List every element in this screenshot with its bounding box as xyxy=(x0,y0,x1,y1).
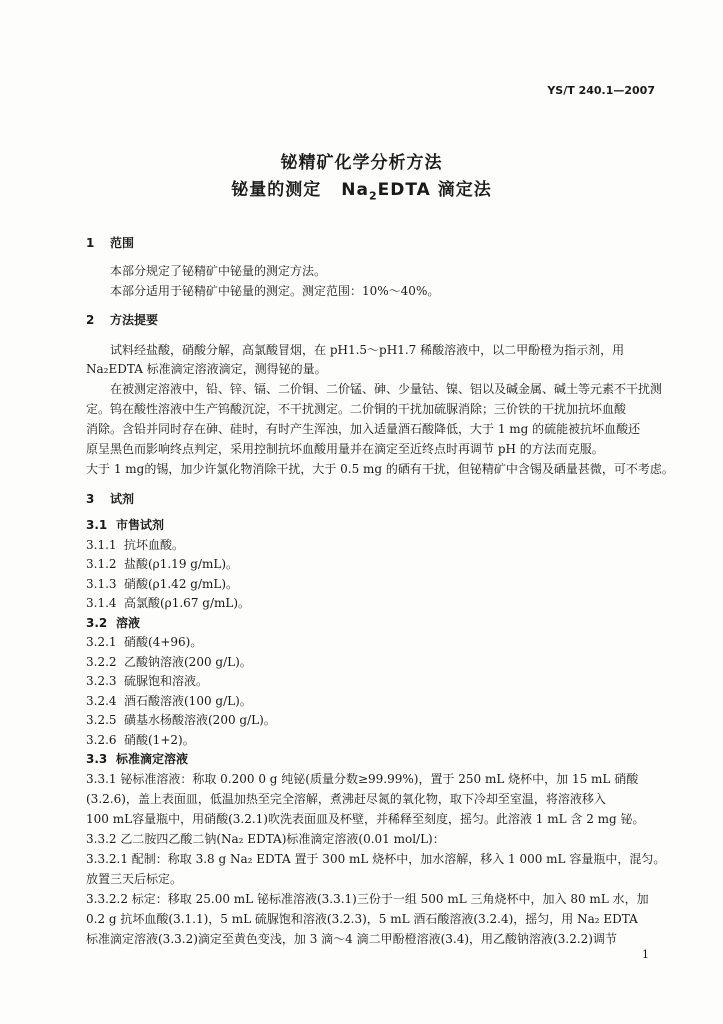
reagent-item xyxy=(86,518,164,533)
reagent-item xyxy=(86,538,184,553)
item-text: 盐酸(ρ1.19 g/mL)。 xyxy=(124,557,239,571)
paragraph: 3.3.2 乙二胺四乙酸二钠(Na₂ EDTA)标准滴定溶液(0.01 mol/L)： xyxy=(86,832,445,846)
item-number: 3.2.1 xyxy=(86,635,117,649)
reagent-item xyxy=(86,694,252,709)
paragraph: (3.2.6)，盖上表面皿，低温加热至完全溶解，煮沸赶尽氮的氧化物，取下冷却至室温，将溶液移入 xyxy=(86,792,606,806)
reagent-item xyxy=(86,713,276,728)
item-number: 3.3 xyxy=(86,752,108,766)
reagent-item xyxy=(86,733,195,748)
paragraph: 在被测定溶液中，铅、锌、镉、二价铜、二价锰、砷、少量钴、镍、铝以及碱金属、碱土等元素不干扰测 xyxy=(110,382,663,396)
reagent-item xyxy=(86,752,188,767)
paragraph: 3.3.1 铋标准溶液：称取 0.200 0 g 纯铋(质量分数≥99.99%)，置于 250 mL 烧杯中，加 15 mL 硝酸 xyxy=(86,772,639,786)
item-number: 3.2 xyxy=(86,615,108,630)
section-3-heading: 3 试剂 xyxy=(86,492,135,506)
paragraph: 大于 1 mg的锡，加少许氯化物消除干扰，大于 0.5 mg 的硒有干扰，但铋精矿中含锡及硒量甚微，可不考虑。 xyxy=(86,462,674,476)
item-number: 3.2.5 xyxy=(86,713,117,727)
paragraph: 标准滴定溶液(3.3.2)滴定至黄色变浅，加 3 滴～4 滴二甲酚橙溶液(3.4)，用乙酸钠溶液(3.2.2)调节 xyxy=(86,932,617,946)
item-text: 硝酸(1+2)。 xyxy=(124,732,195,747)
reagent-item xyxy=(86,596,250,611)
paragraph: 3.3.2.2 标定：移取 25.00 mL 铋标准溶液(3.3.1)三份于一组 500 mL 三角烧杯中，加入 80 mL 水，加 xyxy=(86,892,649,906)
item-text: 酒石酸溶液(100 g/L)。 xyxy=(124,693,252,708)
item-text: 乙酸钠溶液(200 g/L)。 xyxy=(124,654,252,669)
item-text: 硫脲饱和溶液。 xyxy=(124,674,209,688)
item-number: 3.1.1 xyxy=(86,537,117,552)
reagent-item xyxy=(86,655,252,670)
reagent-item xyxy=(86,616,140,631)
section-2-heading: 2 方法提要 xyxy=(86,313,159,327)
paragraph: 0.2 g 抗坏血酸(3.1.1)，5 mL 硫脲饱和溶液(3.2.3)，5 mL 酒石酸溶液(3.2.4)，摇匀，用 Na₂ EDTA xyxy=(86,912,638,926)
paragraph: 3.3.2.1 配制：称取 3.8 g Na₂ EDTA 置于 300 mL 烧杯中，加水溶解，移入 1 000 mL 容量瓶中，混匀。 xyxy=(86,852,666,866)
reagent-item xyxy=(86,577,238,592)
item-number: 3.2.4 xyxy=(86,693,117,708)
paragraph: 本部分规定了铋精矿中铋量的测定方法。 xyxy=(110,264,327,278)
paragraph: 100 mL容量瓶中，用硝酸(3.2.1)吹洗表面皿及杯壁，并稀释至刻度，摇匀。此溶液 1 mL 含 2 mg 铋。 xyxy=(86,812,645,826)
item-number: 3.2.6 xyxy=(86,732,117,747)
paragraph: 本部分适用于铋精矿中铋量的测定。测定范围：10%～40%。 xyxy=(110,284,440,298)
item-number: 3.1.4 xyxy=(86,596,117,610)
paragraph: 试料经盐酸，硝酸分解，高氯酸冒烟，在 pH1.5～pH1.7 稀酸溶液中，以二甲酚橙为指示剂，用 xyxy=(110,343,625,357)
item-number: 3.1 xyxy=(86,518,108,532)
title-line-2: 铋量的测定 $Na_2EDTA$ 滴定法 xyxy=(231,180,492,203)
paragraph: 定。钨在酸性溶液中生产钨酸沉淀，不干扰测定。二价铜的干扰加硫脲消除；三价铁的干扰加抗坏血酸 xyxy=(86,402,627,416)
reagent-item xyxy=(86,674,208,689)
title-line-1: 铋精矿化学分析方法 xyxy=(280,153,443,173)
item-number: 3.1.2 xyxy=(86,557,117,571)
paragraph: 放置三天后标定。 xyxy=(86,872,183,886)
paragraph: Na₂EDTA 标准滴定溶液滴定，测得铋的量。 xyxy=(86,362,327,376)
item-text: 硝酸(ρ1.42 g/mL)。 xyxy=(124,576,239,591)
reagent-item xyxy=(86,557,238,572)
item-text: 溶液 xyxy=(116,615,141,630)
item-number: 3.2.2 xyxy=(86,654,117,669)
item-text: 抗坏血酸。 xyxy=(124,537,185,552)
item-text: 硝酸(4+96)。 xyxy=(124,635,203,649)
page-number: 1 xyxy=(642,948,649,961)
item-text: 市售试剂 xyxy=(116,518,165,532)
standard-code: YS/T 240.1—2007 xyxy=(547,84,655,97)
reagent-item xyxy=(86,635,202,650)
item-number: 3.1.3 xyxy=(86,576,117,591)
item-text: 高氯酸(ρ1.67 g/mL)。 xyxy=(124,596,251,610)
paragraph: 原呈黑色而影响终点判定，采用控制抗坏血酸用量并在滴定至近终点时再调节 pH 的方法而克服。 xyxy=(86,442,604,456)
section-1-heading: 1 范围 xyxy=(86,236,135,250)
paragraph: 消除。含铅并同时存在砷、硅时，有时产生浑浊，加入适量酒石酸降低，大于 1 mg 的硫能被抗坏血酸还 xyxy=(86,422,641,436)
item-number: 3.2.3 xyxy=(86,674,117,688)
item-text: 磺基水杨酸溶液(200 g/L)。 xyxy=(124,713,276,727)
item-text: 标准滴定溶液 xyxy=(116,752,189,766)
